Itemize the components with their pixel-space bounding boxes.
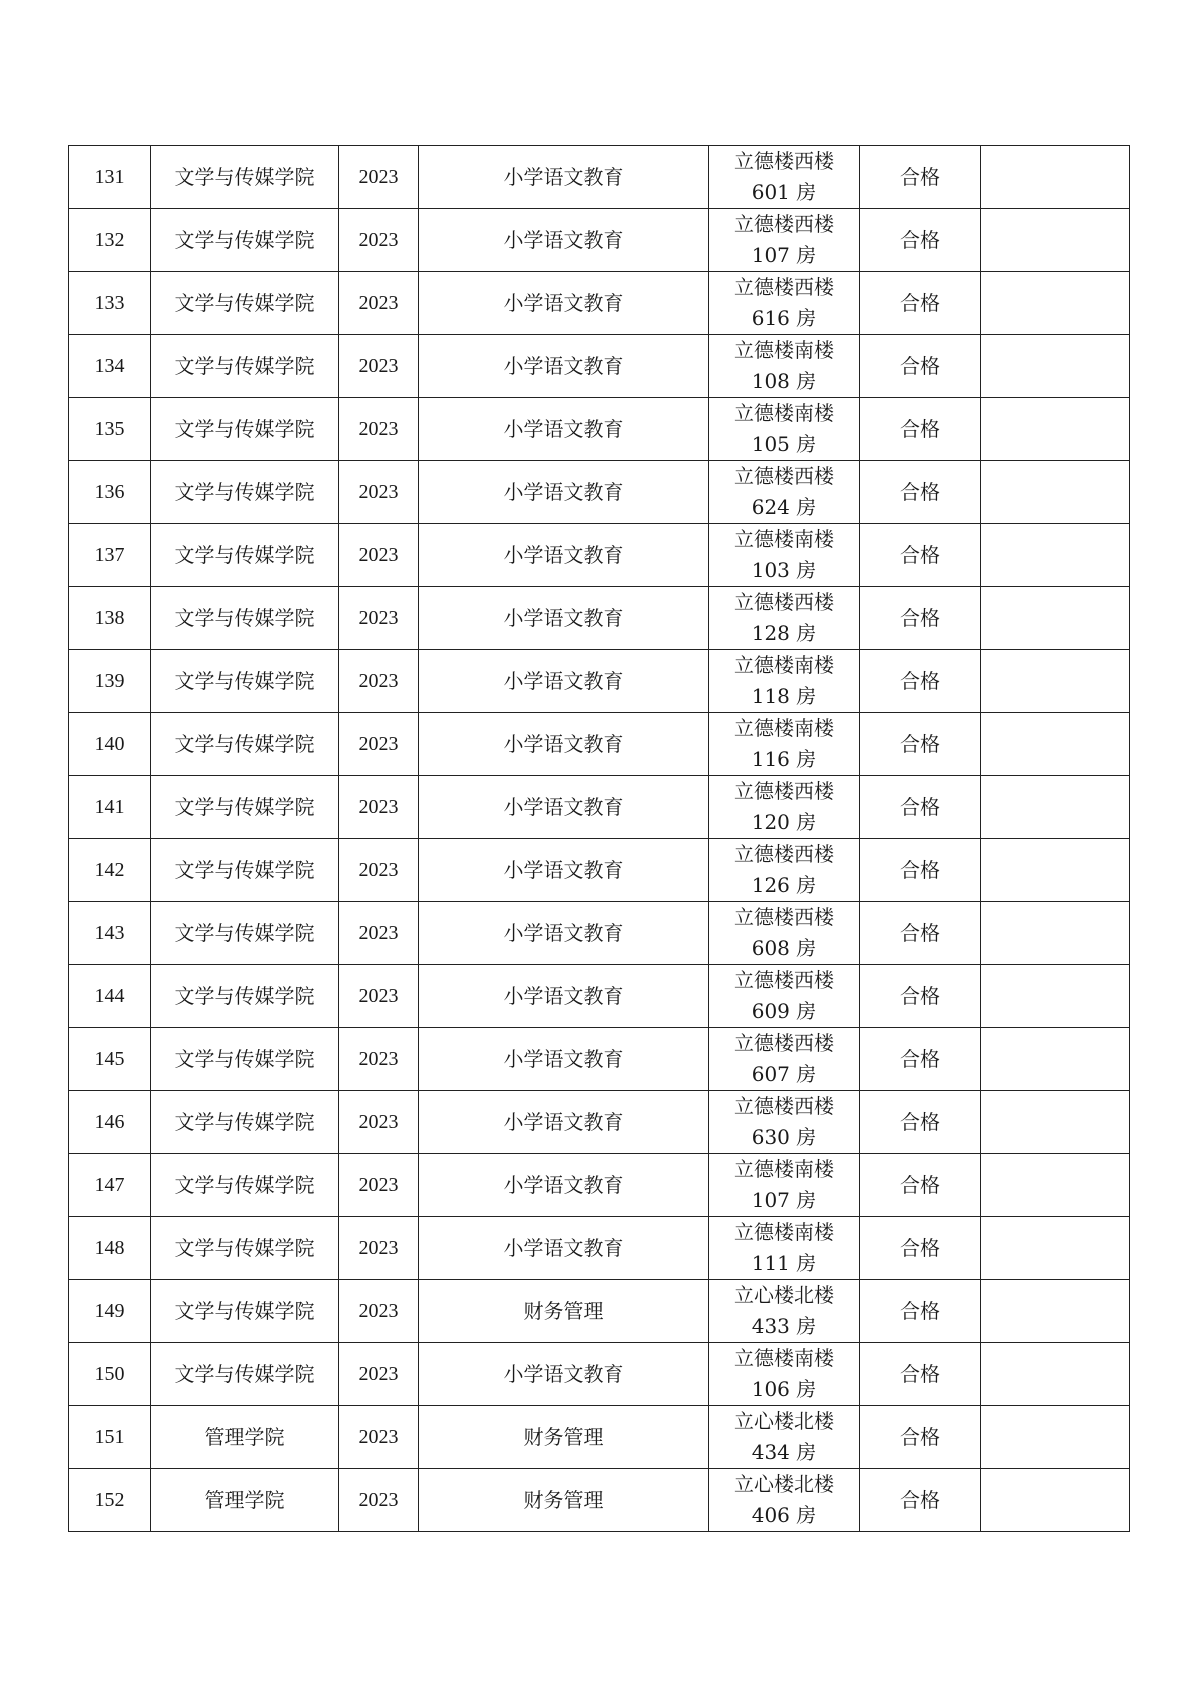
year-cell: 2023: [339, 776, 419, 839]
remark-cell: [981, 1469, 1130, 1532]
major-cell: 小学语文教育: [419, 713, 709, 776]
remark-cell: [981, 1406, 1130, 1469]
room-number: 106 房: [751, 1377, 817, 1401]
dorm-location-cell: [709, 650, 860, 713]
building-name: 立德楼西楼: [734, 590, 834, 614]
table-row: [69, 1028, 1130, 1091]
remark-cell: [981, 776, 1130, 839]
dorm-location-cell: [709, 839, 860, 902]
major-cell: 小学语文教育: [419, 1343, 709, 1406]
remark-cell: [981, 146, 1130, 209]
year-cell: 2023: [339, 398, 419, 461]
college-cell: 文学与传媒学院: [151, 209, 339, 272]
row-number-cell: 131: [69, 146, 151, 209]
room-number: 126 房: [751, 873, 817, 897]
major-cell: 小学语文教育: [419, 1154, 709, 1217]
row-number-cell: 147: [69, 1154, 151, 1217]
college-cell: 文学与传媒学院: [151, 1280, 339, 1343]
major-cell: 小学语文教育: [419, 965, 709, 1028]
remark-cell: [981, 524, 1130, 587]
year-cell: 2023: [339, 461, 419, 524]
year-cell: 2023: [339, 587, 419, 650]
year-cell: 2023: [339, 839, 419, 902]
result-cell: 合格: [860, 461, 981, 524]
table-body: [69, 146, 1130, 1532]
row-number-cell: 133: [69, 272, 151, 335]
room-number: 105 房: [751, 432, 817, 456]
college-cell: 管理学院: [151, 1406, 339, 1469]
major-cell: 财务管理: [419, 1406, 709, 1469]
building-name: 立德楼西楼: [734, 1031, 834, 1055]
college-cell: 文学与传媒学院: [151, 776, 339, 839]
major-cell: 小学语文教育: [419, 398, 709, 461]
result-cell: 合格: [860, 1091, 981, 1154]
room-number: 116 房: [751, 747, 817, 771]
dorm-location-cell: [709, 1154, 860, 1217]
table-row: [69, 398, 1130, 461]
remark-cell: [981, 1280, 1130, 1343]
major-cell: 小学语文教育: [419, 1217, 709, 1280]
college-cell: 文学与传媒学院: [151, 272, 339, 335]
major-cell: 小学语文教育: [419, 587, 709, 650]
year-cell: 2023: [339, 1469, 419, 1532]
major-cell: 小学语文教育: [419, 524, 709, 587]
college-cell: 文学与传媒学院: [151, 839, 339, 902]
table-row: [69, 461, 1130, 524]
result-cell: 合格: [860, 209, 981, 272]
table-row: [69, 272, 1130, 335]
year-cell: 2023: [339, 524, 419, 587]
table-row: [69, 713, 1130, 776]
table-row: [69, 1280, 1130, 1343]
college-cell: 文学与传媒学院: [151, 713, 339, 776]
remark-cell: [981, 272, 1130, 335]
table-row: [69, 1469, 1130, 1532]
dorm-location-cell: [709, 1091, 860, 1154]
result-cell: 合格: [860, 1343, 981, 1406]
major-cell: 小学语文教育: [419, 839, 709, 902]
remark-cell: [981, 650, 1130, 713]
dorm-location-cell: [709, 1343, 860, 1406]
college-cell: 文学与传媒学院: [151, 398, 339, 461]
dorm-location-cell: [709, 776, 860, 839]
major-cell: 财务管理: [419, 1280, 709, 1343]
building-name: 立德楼西楼: [734, 842, 834, 866]
result-cell: 合格: [860, 1217, 981, 1280]
result-cell: 合格: [860, 524, 981, 587]
building-name: 立心楼北楼: [734, 1472, 834, 1496]
major-cell: 小学语文教育: [419, 335, 709, 398]
dorm-location-cell: [709, 1406, 860, 1469]
room-number: 616 房: [751, 306, 817, 330]
remark-cell: [981, 965, 1130, 1028]
row-number-cell: 148: [69, 1217, 151, 1280]
row-number-cell: 142: [69, 839, 151, 902]
room-number: 434 房: [751, 1440, 817, 1464]
year-cell: 2023: [339, 1091, 419, 1154]
year-cell: 2023: [339, 1343, 419, 1406]
room-number: 108 房: [751, 369, 817, 393]
year-cell: 2023: [339, 1280, 419, 1343]
result-cell: 合格: [860, 1028, 981, 1091]
dorm-location-cell: [709, 1028, 860, 1091]
college-cell: 文学与传媒学院: [151, 146, 339, 209]
result-cell: 合格: [860, 1154, 981, 1217]
room-number: 120 房: [751, 810, 817, 834]
result-cell: 合格: [860, 902, 981, 965]
building-name: 立德楼南楼: [734, 1346, 834, 1370]
college-cell: 文学与传媒学院: [151, 1343, 339, 1406]
major-cell: 财务管理: [419, 1469, 709, 1532]
building-name: 立德楼南楼: [734, 527, 834, 551]
dorm-location-cell: [709, 1280, 860, 1343]
dorm-location-cell: [709, 146, 860, 209]
result-cell: 合格: [860, 1469, 981, 1532]
table-row: [69, 146, 1130, 209]
dorm-location-cell: [709, 209, 860, 272]
room-number: 608 房: [751, 936, 817, 960]
dorm-location-cell: [709, 398, 860, 461]
building-name: 立德楼西楼: [734, 968, 834, 992]
table-row: [69, 335, 1130, 398]
dorm-location-cell: [709, 461, 860, 524]
room-number: 624 房: [751, 495, 817, 519]
major-cell: 小学语文教育: [419, 1091, 709, 1154]
row-number-cell: 146: [69, 1091, 151, 1154]
building-name: 立德楼南楼: [734, 716, 834, 740]
building-name: 立德楼西楼: [734, 779, 834, 803]
room-number: 118 房: [751, 684, 817, 708]
table-row: [69, 1154, 1130, 1217]
major-cell: 小学语文教育: [419, 902, 709, 965]
result-cell: 合格: [860, 650, 981, 713]
remark-cell: [981, 398, 1130, 461]
dorm-location-cell: [709, 587, 860, 650]
room-number: 128 房: [751, 621, 817, 645]
building-name: 立德楼西楼: [734, 464, 834, 488]
year-cell: 2023: [339, 902, 419, 965]
dorm-location-cell: [709, 713, 860, 776]
row-number-cell: 138: [69, 587, 151, 650]
remark-cell: [981, 1217, 1130, 1280]
result-cell: 合格: [860, 587, 981, 650]
building-name: 立德楼南楼: [734, 401, 834, 425]
room-number: 111 房: [751, 1251, 817, 1275]
college-cell: 文学与传媒学院: [151, 1091, 339, 1154]
table-row: [69, 1217, 1130, 1280]
college-cell: 管理学院: [151, 1469, 339, 1532]
row-number-cell: 135: [69, 398, 151, 461]
row-number-cell: 150: [69, 1343, 151, 1406]
college-cell: 文学与传媒学院: [151, 461, 339, 524]
year-cell: 2023: [339, 965, 419, 1028]
major-cell: 小学语文教育: [419, 146, 709, 209]
building-name: 立德楼南楼: [734, 1220, 834, 1244]
room-number: 406 房: [751, 1503, 817, 1527]
room-number: 433 房: [751, 1314, 817, 1338]
college-cell: 文学与传媒学院: [151, 902, 339, 965]
room-number: 601 房: [751, 180, 817, 204]
remark-cell: [981, 461, 1130, 524]
year-cell: 2023: [339, 1217, 419, 1280]
row-number-cell: 141: [69, 776, 151, 839]
remark-cell: [981, 209, 1130, 272]
row-number-cell: 151: [69, 1406, 151, 1469]
row-number-cell: 144: [69, 965, 151, 1028]
year-cell: 2023: [339, 713, 419, 776]
building-name: 立德楼西楼: [734, 149, 834, 173]
row-number-cell: 152: [69, 1469, 151, 1532]
year-cell: 2023: [339, 1154, 419, 1217]
remark-cell: [981, 1343, 1130, 1406]
remark-cell: [981, 1028, 1130, 1091]
major-cell: 小学语文教育: [419, 1028, 709, 1091]
dorm-location-cell: [709, 524, 860, 587]
major-cell: 小学语文教育: [419, 776, 709, 839]
row-number-cell: 134: [69, 335, 151, 398]
year-cell: 2023: [339, 1406, 419, 1469]
table-row: [69, 902, 1130, 965]
row-number-cell: 132: [69, 209, 151, 272]
college-cell: 文学与传媒学院: [151, 524, 339, 587]
dorm-location-cell: [709, 335, 860, 398]
table-row: [69, 1343, 1130, 1406]
remark-cell: [981, 335, 1130, 398]
building-name: 立德楼南楼: [734, 653, 834, 677]
college-cell: 文学与传媒学院: [151, 965, 339, 1028]
college-cell: 文学与传媒学院: [151, 587, 339, 650]
room-number: 609 房: [751, 999, 817, 1023]
year-cell: 2023: [339, 146, 419, 209]
remark-cell: [981, 587, 1130, 650]
building-name: 立心楼北楼: [734, 1409, 834, 1433]
major-cell: 小学语文教育: [419, 272, 709, 335]
major-cell: 小学语文教育: [419, 650, 709, 713]
row-number-cell: 145: [69, 1028, 151, 1091]
table-row: [69, 1406, 1130, 1469]
year-cell: 2023: [339, 1028, 419, 1091]
year-cell: 2023: [339, 650, 419, 713]
major-cell: 小学语文教育: [419, 209, 709, 272]
result-cell: 合格: [860, 1406, 981, 1469]
row-number-cell: 140: [69, 713, 151, 776]
remark-cell: [981, 839, 1130, 902]
result-cell: 合格: [860, 272, 981, 335]
dorm-location-cell: [709, 965, 860, 1028]
result-cell: 合格: [860, 335, 981, 398]
major-cell: 小学语文教育: [419, 461, 709, 524]
year-cell: 2023: [339, 209, 419, 272]
room-number: 107 房: [751, 1188, 817, 1212]
row-number-cell: 136: [69, 461, 151, 524]
row-number-cell: 137: [69, 524, 151, 587]
dorm-location-cell: [709, 272, 860, 335]
result-cell: 合格: [860, 398, 981, 461]
college-cell: 文学与传媒学院: [151, 650, 339, 713]
row-number-cell: 149: [69, 1280, 151, 1343]
dorm-location-cell: [709, 1469, 860, 1532]
result-cell: 合格: [860, 713, 981, 776]
building-name: 立德楼西楼: [734, 212, 834, 236]
room-number: 630 房: [751, 1125, 817, 1149]
building-name: 立德楼西楼: [734, 1094, 834, 1118]
remark-cell: [981, 1154, 1130, 1217]
table-row: [69, 1091, 1130, 1154]
table-row: [69, 587, 1130, 650]
remark-cell: [981, 1091, 1130, 1154]
college-cell: 文学与传媒学院: [151, 1217, 339, 1280]
table-row: [69, 650, 1130, 713]
dorm-location-cell: [709, 1217, 860, 1280]
building-name: 立德楼南楼: [734, 338, 834, 362]
room-number: 103 房: [751, 558, 817, 582]
building-name: 立德楼西楼: [734, 275, 834, 299]
table-row: [69, 524, 1130, 587]
building-name: 立心楼北楼: [734, 1283, 834, 1307]
room-number: 607 房: [751, 1062, 817, 1086]
building-name: 立德楼西楼: [734, 905, 834, 929]
dormitory-inspection-table: [68, 145, 1130, 1532]
table-row: [69, 776, 1130, 839]
row-number-cell: 143: [69, 902, 151, 965]
remark-cell: [981, 713, 1130, 776]
result-cell: 合格: [860, 146, 981, 209]
year-cell: 2023: [339, 335, 419, 398]
college-cell: 文学与传媒学院: [151, 1154, 339, 1217]
year-cell: 2023: [339, 272, 419, 335]
building-name: 立德楼南楼: [734, 1157, 834, 1181]
result-cell: 合格: [860, 839, 981, 902]
result-cell: 合格: [860, 965, 981, 1028]
remark-cell: [981, 902, 1130, 965]
college-cell: 文学与传媒学院: [151, 335, 339, 398]
result-cell: 合格: [860, 1280, 981, 1343]
result-cell: 合格: [860, 776, 981, 839]
table-row: [69, 209, 1130, 272]
table-row: [69, 965, 1130, 1028]
college-cell: 文学与传媒学院: [151, 1028, 339, 1091]
room-number: 107 房: [751, 243, 817, 267]
table-row: [69, 839, 1130, 902]
dorm-location-cell: [709, 902, 860, 965]
row-number-cell: 139: [69, 650, 151, 713]
